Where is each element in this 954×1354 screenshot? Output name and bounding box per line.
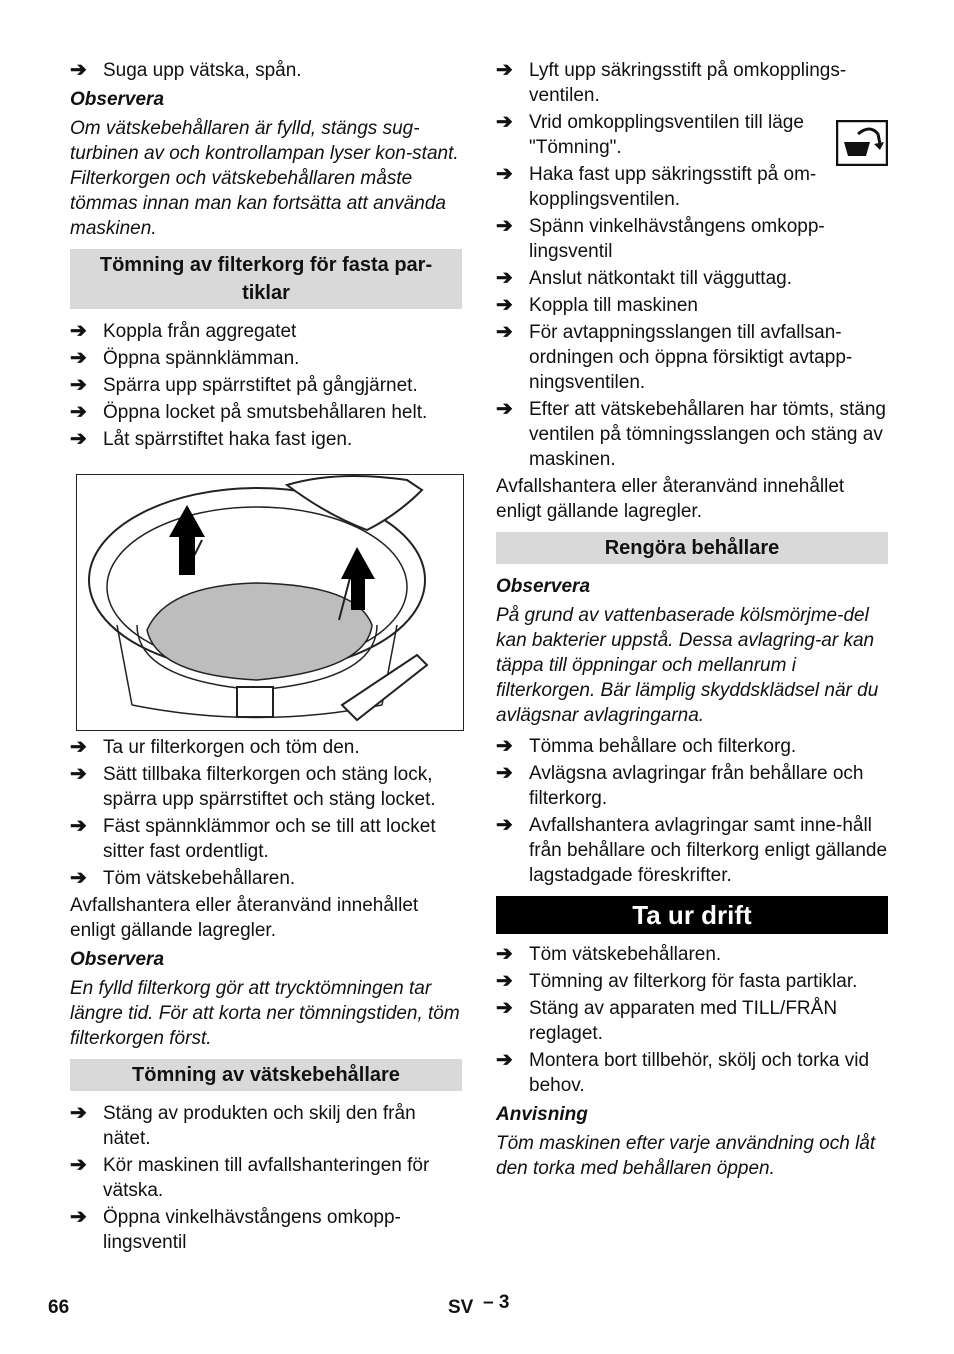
arrow-right-icon: ➔	[70, 347, 87, 369]
disposal-text: Avfallshantera eller återanvänd innehållet enligt gällande lagregler.	[70, 895, 419, 941]
arrow-right-icon: ➔	[70, 736, 87, 758]
step-text: Stäng av produkten och skilj den från nätet.	[103, 1103, 416, 1149]
right-steps-wrap	[496, 58, 888, 472]
step-text: Töm vätskebehållaren.	[529, 944, 722, 965]
step-text: Öppna spännklämman.	[103, 348, 300, 369]
step-text: Kör maskinen till avfallshanteringen för vätska.	[103, 1155, 430, 1201]
list-item	[70, 735, 462, 760]
list-item	[70, 373, 462, 398]
section4-steps	[496, 942, 888, 1098]
arrow-right-icon: ➔	[496, 398, 513, 420]
section-title-decommission: Ta ur drift	[496, 896, 888, 934]
step-text: Tömma behållare och filterkorg.	[529, 736, 797, 757]
list-item	[496, 813, 888, 888]
arrow-right-icon: ➔	[496, 163, 513, 185]
list-item	[70, 1205, 462, 1255]
arrow-right-icon: ➔	[496, 735, 513, 757]
list-item	[496, 320, 888, 395]
list-item	[496, 214, 888, 264]
disposal-text: Avfallshantera eller återanvänd innehållet enligt gällande lagregler.	[496, 476, 845, 522]
arrow-right-icon: ➔	[496, 814, 513, 836]
footer-language: SV	[448, 1297, 474, 1318]
step-text: Spänn vinkelhävstångens omkopp-lingsventil	[529, 216, 825, 262]
list-item	[70, 58, 462, 83]
page-number: 66	[48, 1297, 70, 1318]
list-item	[496, 761, 888, 811]
step-text: Lyft upp säkringsstift på omkopplings-ventilen.	[529, 60, 847, 106]
step-text: Avlägsna avlagringar från behållare och filterkorg.	[529, 763, 864, 809]
list-item	[70, 814, 462, 864]
step-text: Sätt tillbaka filterkorgen och stäng lock, spärra upp spärrstiftet och stäng locket.	[103, 764, 436, 810]
note-text: På grund av vattenbaserade kölsmörjme-del kan bakterier uppstå. Dessa avlagring-ar kan täppa till öppningar och mellanrum i filterkorgen. Bär lämplig skyddsklädsel när du avlägsnar avlagringarna.	[496, 605, 879, 726]
step-text: Ta ur filterkorgen och töm den.	[103, 737, 360, 758]
arrow-right-icon: ➔	[496, 1049, 513, 1071]
list-item	[496, 734, 888, 759]
step-text: Haka fast upp säkringsstift på om-kopplingsventilen.	[529, 164, 817, 210]
arrow-right-icon: ➔	[496, 997, 513, 1019]
step-text: Töm vätskebehållaren.	[103, 868, 296, 889]
list-item	[70, 427, 462, 452]
arrow-right-icon: ➔	[496, 215, 513, 237]
footer-section-page: – 3	[483, 1292, 510, 1313]
section1-steps	[70, 319, 462, 452]
list-item	[496, 942, 888, 967]
section1-steps-after	[70, 735, 462, 891]
list-item	[70, 346, 462, 371]
note-text: Töm maskinen efter varje användning och låt den torka med behållaren öppen.	[496, 1133, 876, 1179]
arrow-right-icon: ➔	[496, 970, 513, 992]
arrow-right-icon: ➔	[70, 1206, 87, 1228]
arrow-right-icon: ➔	[70, 815, 87, 837]
step-text: Vrid omkopplingsventilen till läge "Tömning".	[529, 112, 804, 158]
step-text: Stäng av apparaten med TILL/FRÅN reglaget.	[529, 998, 838, 1044]
list-item	[70, 1153, 462, 1203]
arrow-right-icon: ➔	[70, 374, 87, 396]
list-item	[70, 762, 462, 812]
step-text: Efter att vätskebehållaren har tömts, stäng ventilen på tömningsslangen och stäng av maskinen.	[529, 399, 886, 470]
step-text: För avtappningsslangen till avfallsan-ordningen och öppna försiktigt avtapp-ningsventilen.	[529, 322, 853, 393]
note-text: En fylld filterkorg gör att trycktömningen tar längre tid. För att korta ner tömningstiden, töm filterkorgen först.	[70, 978, 460, 1049]
arrow-right-icon: ➔	[496, 762, 513, 784]
section3-steps	[496, 734, 888, 888]
step-text: Suga upp vätska, spån.	[103, 60, 302, 81]
list-item	[496, 1048, 888, 1098]
step-text: Öppna vinkelhävstångens omkopp-lingsventil	[103, 1207, 401, 1253]
list-item	[496, 969, 888, 994]
note-heading: Observera	[70, 949, 165, 970]
step-text: Låt spärrstiftet haka fast igen.	[103, 429, 353, 450]
arrow-right-icon: ➔	[70, 320, 87, 342]
section2-steps	[70, 1101, 462, 1255]
step-text: Öppna locket på smutsbehållaren helt.	[103, 402, 428, 423]
arrow-right-icon: ➔	[496, 321, 513, 343]
container-illustration	[77, 475, 463, 730]
list-item	[70, 400, 462, 425]
section-title-filter-basket: Tömning av filterkorg för fasta par-tiklar	[70, 249, 462, 309]
arrow-right-icon: ➔	[70, 401, 87, 423]
right-column	[496, 58, 888, 1187]
step-text: Fäst spännklämmor och se till att locket sitter fast ordentligt.	[103, 816, 436, 862]
list-item	[496, 162, 888, 212]
list-item	[496, 110, 888, 160]
note-heading: Observera	[70, 89, 165, 110]
arrow-right-icon: ➔	[70, 867, 87, 889]
list-item	[496, 58, 888, 108]
note-text: Om vätskebehållaren är fylld, stängs sug-turbinen av och kontrollampan lyser kon-stant. Filterkorgen och vätskebehållaren måste tömmas innan man kan fortsätta att använda maskinen.	[70, 118, 459, 239]
list-item	[70, 319, 462, 344]
note-heading: Anvisning	[496, 1104, 588, 1125]
arrow-right-icon: ➔	[496, 267, 513, 289]
step-text: Avfallshantera avlagringar samt inne-håll från behållare och filterkorg enligt gällande lagstadgade föreskrifter.	[529, 815, 888, 886]
arrow-right-icon: ➔	[70, 59, 87, 81]
note-heading: Observera	[496, 576, 591, 597]
list-item	[70, 866, 462, 891]
step-text: Tömning av filterkorg för fasta partiklar.	[529, 971, 858, 992]
list-item	[70, 1101, 462, 1151]
arrow-right-icon: ➔	[70, 428, 87, 450]
step-text: Anslut nätkontakt till vägguttag.	[529, 268, 792, 289]
right-steps	[496, 58, 888, 472]
arrow-right-icon: ➔	[70, 1154, 87, 1176]
arrow-right-icon: ➔	[496, 111, 513, 133]
arrow-right-icon: ➔	[496, 943, 513, 965]
left-column	[70, 58, 462, 1257]
section-title-liquid-container: Tömning av vätskebehållare	[70, 1059, 462, 1091]
step-text: Koppla från aggregatet	[103, 321, 297, 342]
list-item	[496, 996, 888, 1046]
arrow-right-icon: ➔	[496, 59, 513, 81]
drain-valve-icon	[836, 120, 888, 166]
illustration-filter-basket	[76, 474, 464, 731]
list-item	[496, 397, 888, 472]
step-text: Spärra upp spärrstiftet på gångjärnet.	[103, 375, 418, 396]
arrow-right-icon: ➔	[496, 294, 513, 316]
step-text: Koppla till maskinen	[529, 295, 698, 316]
list-item	[496, 293, 888, 318]
list-item	[496, 266, 888, 291]
arrow-right-icon: ➔	[70, 1102, 87, 1124]
arrow-right-icon: ➔	[70, 763, 87, 785]
step-text: Montera bort tillbehör, skölj och torka vid behov.	[529, 1050, 870, 1096]
section-title-clean-container: Rengöra behållare	[496, 532, 888, 564]
